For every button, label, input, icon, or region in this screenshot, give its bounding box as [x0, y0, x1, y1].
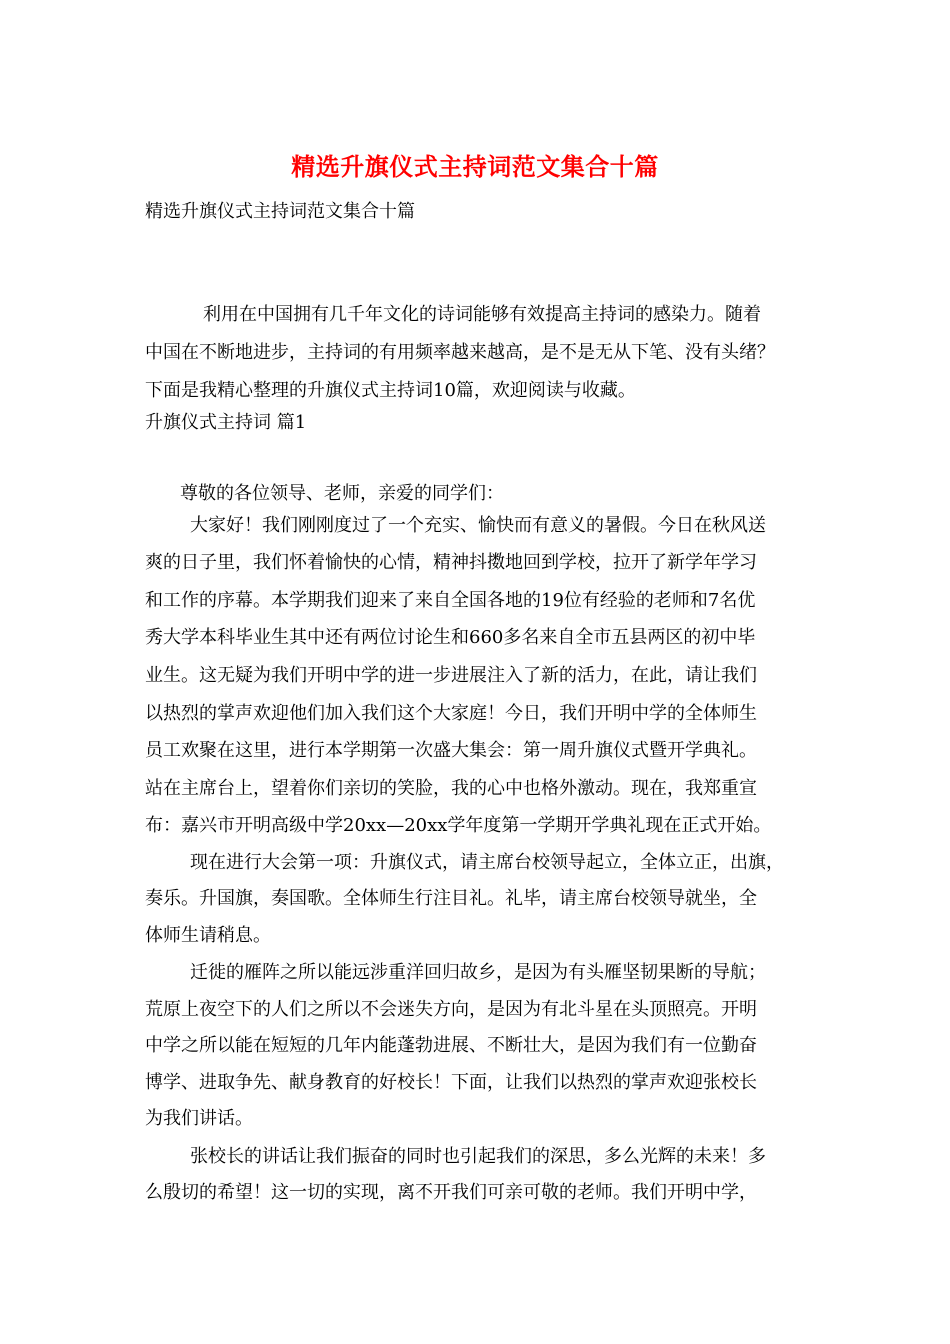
- body-line: 体师生请稍息。: [145, 925, 271, 946]
- body-line: 奏乐。升国旗，奏国歌。全体师生行注目礼。礼毕，请主席台校领导就坐，全: [145, 888, 757, 909]
- body-line: 站在主席台上，望着你们亲切的笑脸，我的心中也格外激动。现在，我郑重宣: [145, 778, 757, 799]
- body-line: 和工作的序幕。本学期我们迎来了来自全国各地的19位有经验的老师和7名优: [145, 590, 756, 611]
- body-line: 爽的日子里，我们怀着愉快的心情，精神抖擞地回到学校，拉开了新学年学习: [145, 552, 757, 573]
- document-title: 精选升旗仪式主持词范文集合十篇: [291, 152, 659, 181]
- body-line: 下面是我精心整理的升旗仪式主持词10篇，欢迎阅读与收藏。: [145, 380, 636, 401]
- body-line: 大家好！我们刚刚度过了一个充实、愉快而有意义的暑假。今日在秋风送: [190, 515, 766, 536]
- body-line: 么殷切的希望！这一切的实现，离不开我们可亲可敬的老师。我们开明中学，: [145, 1182, 757, 1203]
- body-line: 业生。这无疑为我们开明中学的进一步进展注入了新的活力，在此，请让我们: [145, 665, 757, 686]
- body-line: 荒原上夜空下的人们之所以不会迷失方向，是因为有北斗星在头顶照亮。开明: [145, 999, 757, 1020]
- body-line: 迁徙的雁阵之所以能远涉重洋回归故乡，是因为有头雁坚韧果断的导航；: [190, 962, 766, 983]
- section-heading: 升旗仪式主持词 篇1: [145, 412, 307, 433]
- body-line: 张校长的讲话让我们振奋的同时也引起我们的深思，多么光辉的未来！多: [190, 1146, 766, 1167]
- body-line: 员工欢聚在这里，进行本学期第一次盛大集会：第一周升旗仪式暨开学典礼。: [145, 740, 757, 761]
- body-line: 中国在不断地进步，主持词的有用频率越来越高，是不是无从下笔、没有头绪？: [145, 342, 775, 363]
- body-line: 博学、进取争先、献身教育的好校长！下面，让我们以热烈的掌声欢迎张校长: [145, 1072, 757, 1093]
- body-line: 以热烈的掌声欢迎他们加入我们这个大家庭！今日，我们开明中学的全体师生: [145, 703, 757, 724]
- body-line: 布：嘉兴市开明高级中学20xx—20xx学年度第一学期开学典礼现在正式开始。: [145, 815, 772, 836]
- body-line: 利用在中国拥有几千年文化的诗词能够有效提高主持词的感染力。随着: [203, 304, 761, 325]
- document-subtitle: 精选升旗仪式主持词范文集合十篇: [145, 201, 415, 222]
- body-line: 为我们讲话。: [145, 1108, 253, 1129]
- body-line: 秀大学本科毕业生其中还有两位讨论生和660多名来自全市五县两区的初中毕: [145, 627, 756, 648]
- body-line: 中学之所以能在短短的几年内能蓬勃进展、不断壮大，是因为我们有一位勤奋: [145, 1035, 757, 1056]
- body-line: 现在进行大会第一项：升旗仪式，请主席台校领导起立，全体立正，出旗，: [190, 852, 784, 873]
- body-line: 尊敬的各位领导、老师，亲爱的同学们：: [180, 483, 504, 504]
